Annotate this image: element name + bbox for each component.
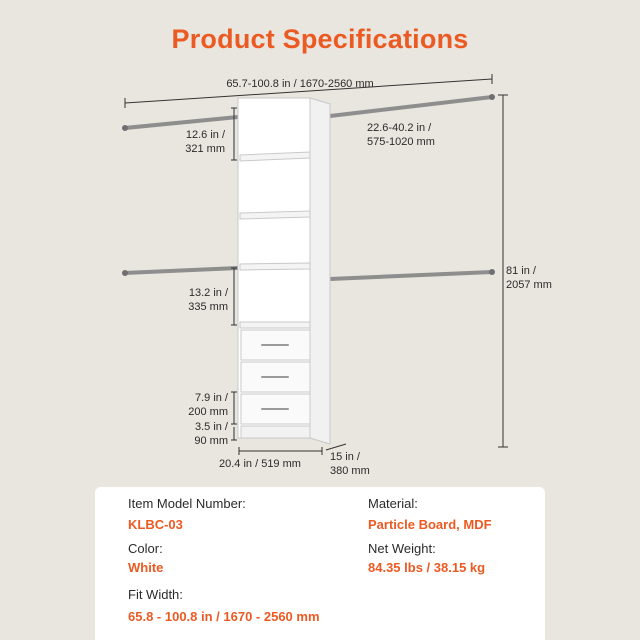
weight-label: Net Weight: — [368, 541, 436, 556]
overall-width-label: 65.7-100.8 in / 1670-2560 mm — [226, 78, 374, 90]
model-value: KLBC-03 — [128, 517, 183, 532]
color-value: White — [128, 560, 164, 575]
page-title: Product Specifications — [171, 24, 469, 54]
fit-width-value: 65.8 - 100.8 in / 1670 - 2560 mm — [128, 609, 320, 624]
color-label: Color: — [128, 541, 163, 556]
material-value: Particle Board, MDF — [368, 517, 492, 532]
model-label: Item Model Number: — [128, 496, 246, 511]
weight-value: 84.35 lbs / 38.15 kg — [368, 560, 486, 575]
base-height-label: 3.5 in / 90 mm — [194, 421, 228, 447]
left-dimension-marks — [231, 108, 237, 440]
top-rod-offset-label: 12.6 in / 321 mm — [185, 129, 225, 155]
height-label: 81 in / 2057 mm — [506, 265, 552, 291]
drawer-height-label: 7.9 in / 200 mm — [188, 392, 228, 418]
fit-width-label: Fit Width: — [128, 587, 183, 602]
rod-span-label: 22.6-40.2 in / 575-1020 mm — [367, 122, 435, 148]
spec-card — [95, 487, 545, 640]
lower-rod-offset-label: 13.2 in / 335 mm — [188, 287, 228, 313]
closet-tower — [238, 98, 330, 444]
material-label: Material: — [368, 496, 418, 511]
tower-width-label: 20.4 in / 519 mm — [219, 458, 301, 470]
depth-label: 15 in / 380 mm — [330, 451, 370, 477]
